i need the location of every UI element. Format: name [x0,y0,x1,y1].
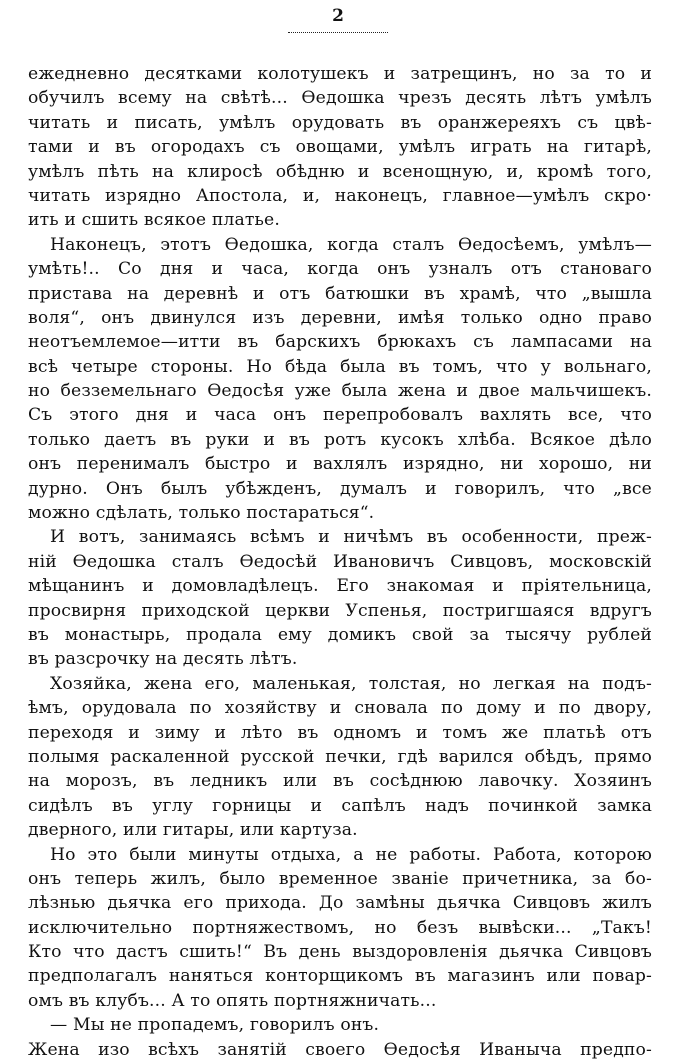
text-line: мѣщанинъ и домовладѣлецъ. Его знакомая и прiятельница, [28,576,652,597]
text-line: лѣзнью дьячка его прихода. До замѣны дьячка Сивцовъ жилъ [28,893,652,914]
text-line: дурно. Онъ былъ убѣжденъ, думалъ и говорилъ, что „все [28,478,652,499]
text-line: только даетъ въ руки и въ ротъ кусокъ хлѣба. Всякое дѣло [28,429,652,450]
text-line: ить и сшить всякое платье. [28,210,280,231]
text-line: воля“, онъ двинулся изъ деревни, имѣя только одно право [28,307,652,328]
text-line: ежедневно десятками колотушекъ и затрещинъ, но за то и [28,64,652,84]
text-line: переходя и зиму и лѣто въ одномъ и томъ же платьѣ отъ [28,722,652,743]
text-line: полымя раскаленной русской печки, гдѣ варился обѣдъ, прямо [28,746,652,767]
text-line: ѣмъ, орудовала по хозяйству и сновала по дому и по двору, [28,698,652,719]
text-line: Жена изо всѣхъ занятiй своего Ѳедосѣя Иваныча предпо- [28,1039,652,1060]
text-line: омъ въ клубъ... А то опять портняжничать... [28,990,437,1011]
text-line: онъ перенималъ быстро и вахлялъ изрядно, ни хорошо, ни [28,454,652,475]
text-line: но безземельнаго Ѳедосѣя уже была жена и двое мальчишекъ. [28,381,652,402]
text-line: въ разсрочку на десять лѣтъ. [28,649,298,670]
text-line: умѣть!.. Со дня и часа, когда онъ узналъ отъ становаго [28,259,652,280]
text-line: неотъемлемое—итти въ барскихъ брюкахъ съ лампасами на [28,332,652,353]
text-line: можно сдѣлать, только постараться“. [28,503,375,524]
text-line: Наконецъ, этотъ Ѳедошка, когда сталъ Ѳедосѣемъ, умѣлъ— [50,234,652,255]
text-line: въ монастырь, продала ему домикъ свой за тысячу рублей [28,624,652,645]
page-number: 2 [332,6,344,26]
text-line: тами и въ огородахъ съ овощами, умѣлъ играть на гитарѣ, [28,137,652,158]
text-line: Хозяйка, жена его, маленькая, толстая, но легкая на подъ- [50,673,652,694]
text-line: просвирня приходской церкви Успенья, постригшаяся вдругъ [28,600,652,621]
body-text [28,62,652,1062]
text-line: — Мы не пропадемъ, говорилъ онъ. [50,1015,380,1036]
text-line: читать и писать, умѣлъ орудовать въ оранжереяхъ съ цвѣ- [28,112,652,133]
header-dotted-rule [288,32,388,33]
text-line: нiй Ѳедошка сталъ Ѳедосѣй Ивановичъ Сивцовъ, московскiй [28,551,652,572]
text-line: сидѣлъ въ углу горницы и сапѣлъ надъ починкой замка [28,795,652,816]
text-line: дверного, или гитары, или картуза. [28,820,358,841]
text-line: на морозъ, въ ледникъ или въ сосѣднюю лавочку. Хозяинъ [28,771,652,792]
text-line: предполагалъ наняться конторщикомъ въ магазинъ или повар- [28,966,652,987]
text-line: И вотъ, занимаясь всѣмъ и ничѣмъ въ особенности, преж- [50,527,652,548]
text-line: Съ этого дня и часа онъ перепробовалъ вахлять все, что [28,405,652,426]
text-line: пристава на деревнѣ и отъ батюшки въ храмѣ, что „вышла [28,283,652,304]
text-line: читать изрядно Апостола, и, наконецъ, главное—умѣлъ скро· [28,185,652,206]
text-line: онъ теперь жилъ, было временное званiе причетника, за бо- [28,868,652,889]
text-line: исключительно портняжествомъ, но безъ вывѣски... „Такъ! [28,917,652,938]
text-line: умѣлъ пѣть на клиросѣ обѣдню и всенощную, и, кромѣ того, [28,161,652,182]
text-line: Кто что дастъ сшить!“ Въ день выздоровленiя дьячка Сивцовъ [28,942,652,963]
text-line: Но это были минуты отдыха, а не работы. Работа, которою [50,844,652,865]
text-line: обучилъ всему на свѣтѣ... Ѳедошка чрезъ десять лѣтъ умѣлъ [28,88,652,109]
text-line: всѣ четыре стороны. Но бѣда была въ томъ, что у вольнаго, [28,356,652,377]
